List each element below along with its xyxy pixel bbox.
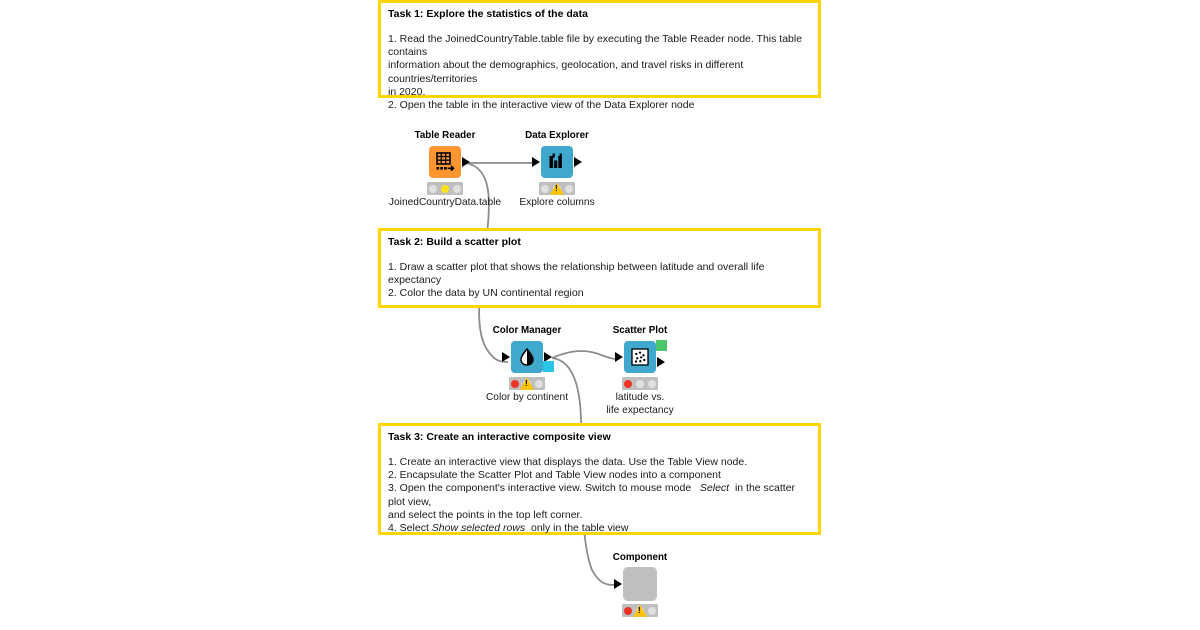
droplet-icon — [511, 341, 543, 373]
task-3-title: Task 3: Create an interactive composite view — [388, 431, 611, 443]
node-scatter-plot[interactable] — [570, 325, 710, 417]
scatter-plot-icon — [624, 341, 656, 373]
input-port-data[interactable] — [614, 579, 622, 589]
output-port-data[interactable] — [574, 157, 582, 167]
node-component[interactable] — [570, 552, 710, 617]
task-box-2 — [378, 228, 821, 308]
node-data-explorer-label: Explore columns — [519, 197, 595, 208]
node-data-explorer-status — [539, 182, 575, 195]
task-3-body: 1. Create an interactive view that displays the data. Use the Table View node. 2. Encapsulate the Scatter Plot and Table View nodes into a component 3. Open the component's interactive view. Switch to mouse mode Select in the scatter plot view, and select the points in the top left corner. 4. Select Show selected rows only in the table view — [388, 456, 811, 535]
warning-icon — [550, 182, 564, 194]
node-color-manager-status — [509, 377, 545, 390]
node-component-body — [570, 567, 710, 601]
node-data-explorer[interactable] — [487, 130, 627, 210]
node-color-manager-title: Color Manager — [492, 325, 562, 336]
output-port-data[interactable] — [657, 357, 665, 367]
node-scatter-plot-status — [622, 377, 658, 390]
input-port-data[interactable] — [615, 352, 623, 362]
task-2-body: 1. Draw a scatter plot that shows the relationship between latitude and overall life expectancy 2. Color the data by UN continental region — [388, 261, 765, 300]
task-3-line-5: 4. Select Show selected rows only in the table view — [388, 522, 629, 535]
node-table-reader-label: JoinedCountryData.table — [388, 197, 502, 208]
output-port-image[interactable] — [656, 340, 667, 351]
output-port-color-model[interactable] — [543, 361, 554, 372]
task-2-title: Task 2: Build a scatter plot — [388, 236, 521, 248]
warning-icon — [633, 604, 647, 616]
node-component-title: Component — [612, 552, 668, 563]
input-port-data[interactable] — [502, 352, 510, 362]
node-table-reader-status — [427, 182, 463, 195]
node-data-explorer-title: Data Explorer — [525, 130, 589, 141]
task-1-title: Task 1: Explore the statistics of the data — [388, 8, 588, 20]
histogram-icon — [541, 146, 573, 178]
node-scatter-plot-label: latitude vs. life expectancy — [606, 392, 674, 416]
node-component-status — [622, 604, 658, 617]
node-scatter-plot-body — [570, 340, 710, 374]
output-port-data[interactable] — [462, 157, 470, 167]
node-scatter-plot-title: Scatter Plot — [612, 325, 668, 336]
task-1-body: 1. Read the JoinedCountryTable.table file by executing the Table Reader node. This table contains information about the demographics, geolocation, and travel risks in different countries/territories in 2020. 2. Open the table in the interactive view of the Data Explorer node — [388, 33, 803, 112]
node-color-manager-label: Color by continent — [485, 392, 569, 403]
task-box-1 — [378, 0, 821, 112]
task-3-line-3: 3. Open the component's interactive view. Switch to mouse mode Select in the scatter plot view, — [388, 482, 796, 508]
output-port-data[interactable] — [544, 352, 552, 362]
component-box-icon — [623, 567, 657, 601]
node-table-reader-title: Table Reader — [414, 130, 476, 141]
node-data-explorer-body — [487, 145, 627, 179]
input-port-data[interactable] — [532, 157, 540, 167]
task-box-3 — [378, 423, 821, 535]
warning-icon — [520, 377, 534, 389]
table-grid-icon — [429, 146, 461, 178]
